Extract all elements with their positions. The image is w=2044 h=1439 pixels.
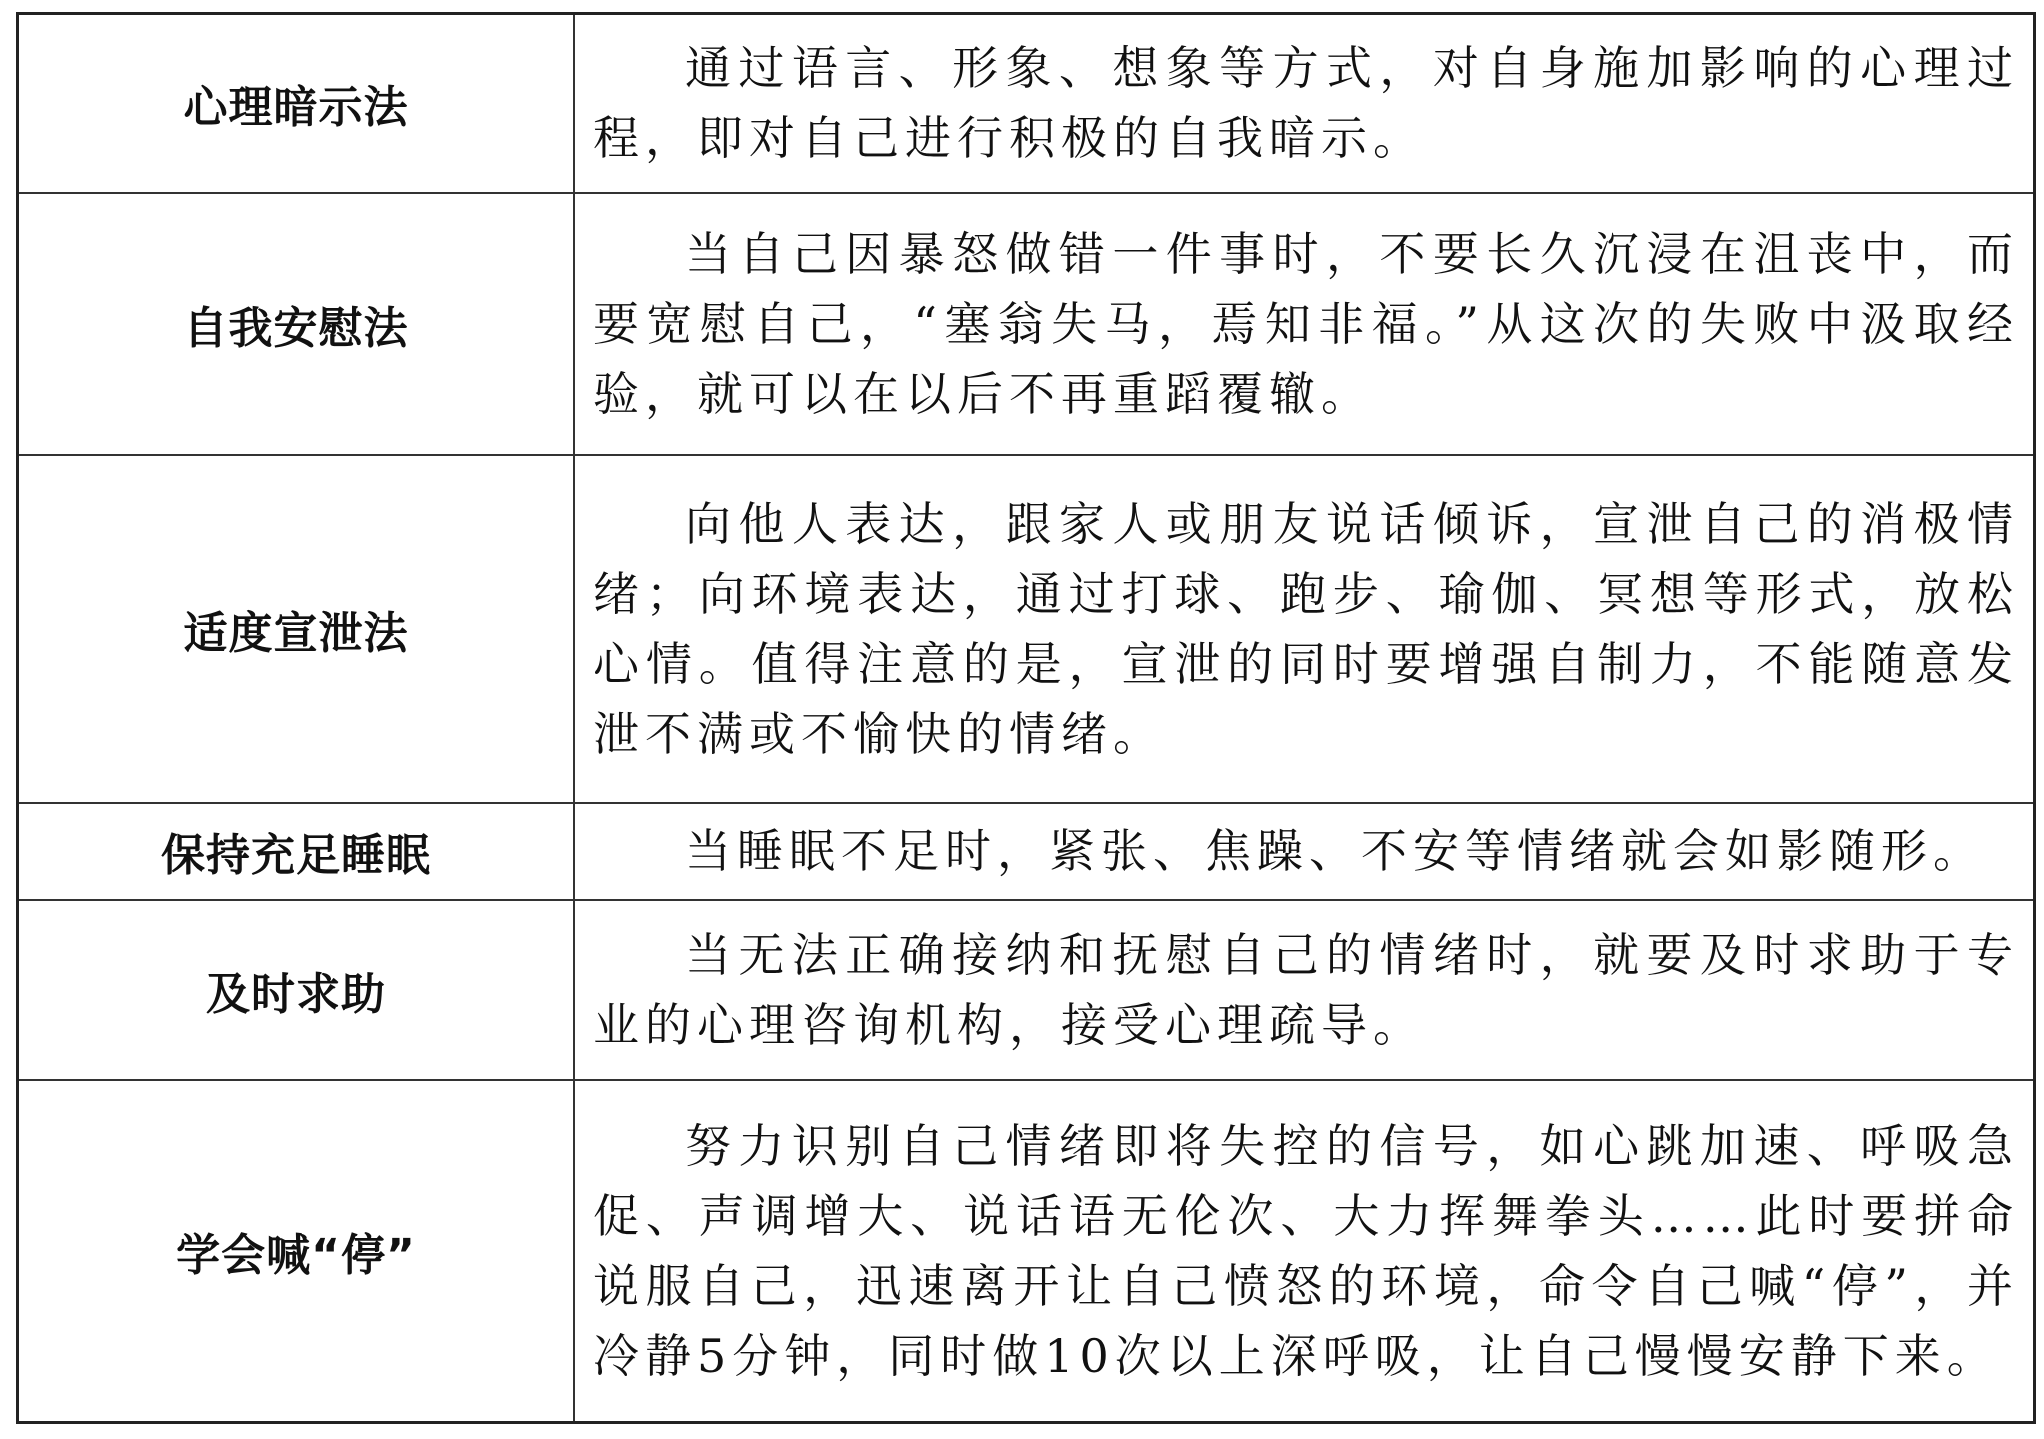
- method-name-cell: 自我安慰法: [18, 193, 575, 455]
- method-description: 努力识别自己情绪即将失控的信号，如心跳加速、呼吸急促、声调增大、说话语无伦次、大力挥舞拳头……此时要拼命说服自己，迅速离开让自己愤怒的环境，命令自己喊“停”，并冷静5分钟，同时做10次以上深呼吸，让自己慢慢安静下来。: [593, 1118, 2019, 1383]
- table-row: [18, 900, 2035, 1080]
- method-description: 当睡眠不足时，紧张、焦躁、不安等情绪就会如影随形。: [685, 824, 1985, 878]
- table-row: [18, 14, 2035, 193]
- method-description-cell: [574, 193, 2035, 455]
- method-description: 通过语言、形象、想象等方式，对自身施加影响的心理过程，即对自己进行积极的自我暗示。: [593, 41, 2019, 166]
- method-name-cell: 保持充足睡眠: [18, 803, 575, 900]
- method-description: 向他人表达，跟家人或朋友说话倾诉，宣泄自己的消极情绪；向环境表达，通过打球、跑步、瑜伽、冥想等形式，放松心情。值得注意的是，宣泄的同时要增强自制力，不能随意发泄不满或不愉快的情绪。: [593, 496, 2019, 761]
- emotion-regulation-methods-table: [16, 12, 2036, 1424]
- method-name-cell: 学会喊“停”: [18, 1080, 575, 1423]
- method-name-cell: 心理暗示法: [18, 14, 575, 193]
- table-row: [18, 803, 2035, 900]
- method-description-cell: [574, 455, 2035, 803]
- table-row: [18, 455, 2035, 803]
- method-description: 当无法正确接纳和抚慰自己的情绪时，就要及时求助于专业的心理咨询机构，接受心理疏导。: [593, 927, 2019, 1052]
- method-name-cell: 及时求助: [18, 900, 575, 1080]
- method-description-cell: [574, 900, 2035, 1080]
- method-description-cell: [574, 803, 2035, 900]
- method-description-cell: [574, 1080, 2035, 1423]
- table-row: [18, 193, 2035, 455]
- table-row: [18, 1080, 2035, 1423]
- method-description: 当自己因暴怒做错一件事时，不要长久沉浸在沮丧中，而要宽慰自己，“塞翁失马，焉知非福。”从这次的失败中汲取经验，就可以在以后不再重蹈覆辙。: [593, 226, 2019, 421]
- method-name-cell: 适度宣泄法: [18, 455, 575, 803]
- method-description-cell: [574, 14, 2035, 193]
